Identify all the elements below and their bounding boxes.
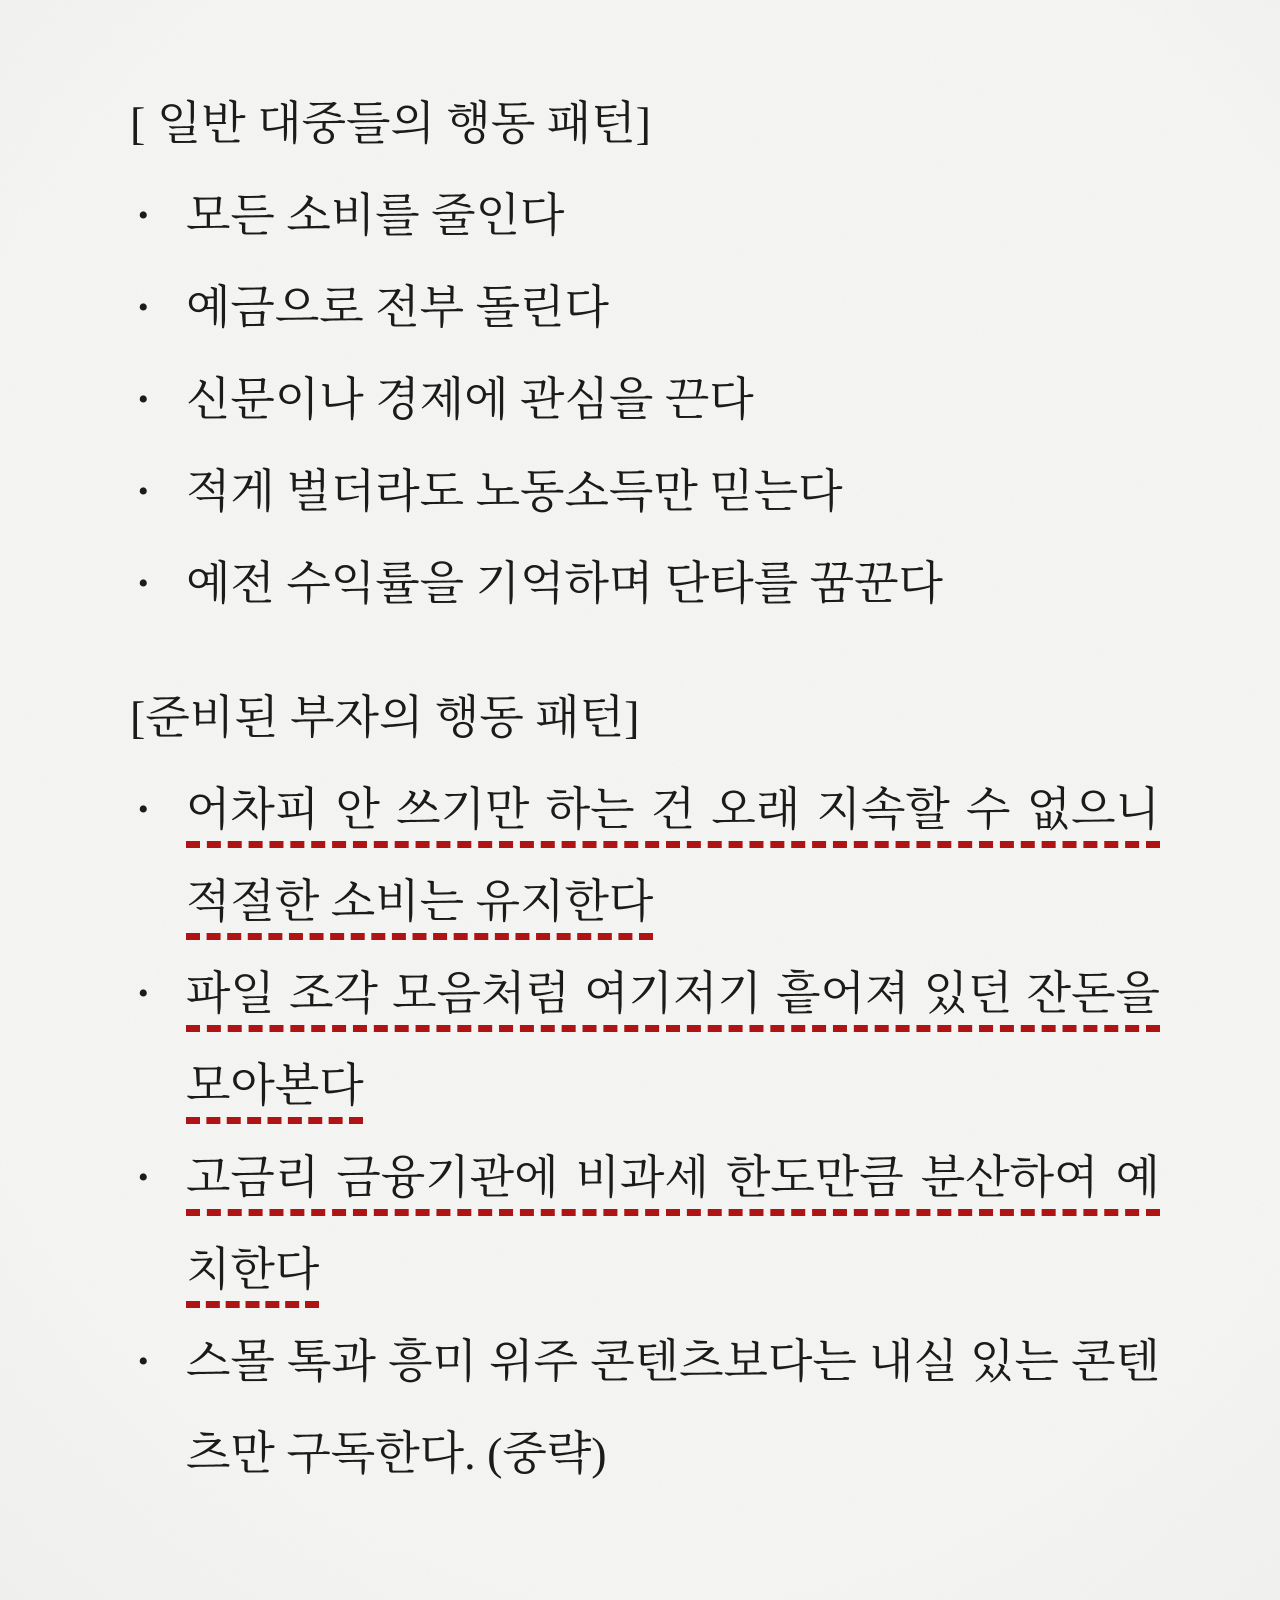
bullet-icon: • — [138, 199, 149, 232]
list-item-text: 어차피 안 쓰기만 하는 건 오래 지속할 수 없으니 적절한 소비는 유지한다 — [186, 784, 1160, 927]
section-prepared-rich — [130, 672, 1160, 1500]
list-item — [130, 354, 1160, 446]
list-item — [130, 948, 1160, 1132]
list-item — [130, 446, 1160, 538]
section-title: [ 일반 대중들의 행동 패턴] — [130, 98, 651, 149]
list-item-text: 모든 소비를 줄인다 — [186, 190, 565, 241]
list-item — [130, 1316, 1160, 1500]
list-item-text: 고금리 금융기관에 비과세 한도만큼 분산하여 예치한다 — [186, 1152, 1160, 1295]
bullet-icon: • — [138, 1161, 149, 1194]
section-title: [준비된 부자의 행동 패턴] — [130, 692, 640, 743]
bullet-list — [130, 170, 1160, 630]
bullet-icon: • — [138, 475, 149, 508]
list-item — [130, 764, 1160, 948]
bullet-icon: • — [138, 383, 149, 416]
list-item-text: 스몰 톡과 흥미 위주 콘텐츠보다는 내실 있는 콘텐츠만 구독한다. (중략) — [186, 1336, 1160, 1479]
bullet-icon: • — [138, 793, 149, 826]
list-item — [130, 538, 1160, 630]
list-item-text: 신문이나 경제에 관심을 끈다 — [186, 374, 754, 425]
list-item-text: 적게 벌더라도 노동소득만 믿는다 — [186, 466, 843, 517]
list-item-text: 예전 수익률을 기억하며 단타를 꿈꾼다 — [186, 558, 943, 609]
bullet-list — [130, 764, 1160, 1500]
list-item — [130, 1132, 1160, 1316]
section-general-public — [130, 78, 1160, 630]
list-item — [130, 170, 1160, 262]
list-item-text: 파일 조각 모음처럼 여기저기 흩어져 있던 잔돈을 모아본다 — [186, 968, 1160, 1111]
bullet-icon: • — [138, 567, 149, 600]
bullet-icon: • — [138, 1345, 149, 1378]
list-item-text: 예금으로 전부 돌린다 — [186, 282, 609, 333]
list-item — [130, 262, 1160, 354]
bullet-icon: • — [138, 977, 149, 1010]
bullet-icon: • — [138, 291, 149, 324]
